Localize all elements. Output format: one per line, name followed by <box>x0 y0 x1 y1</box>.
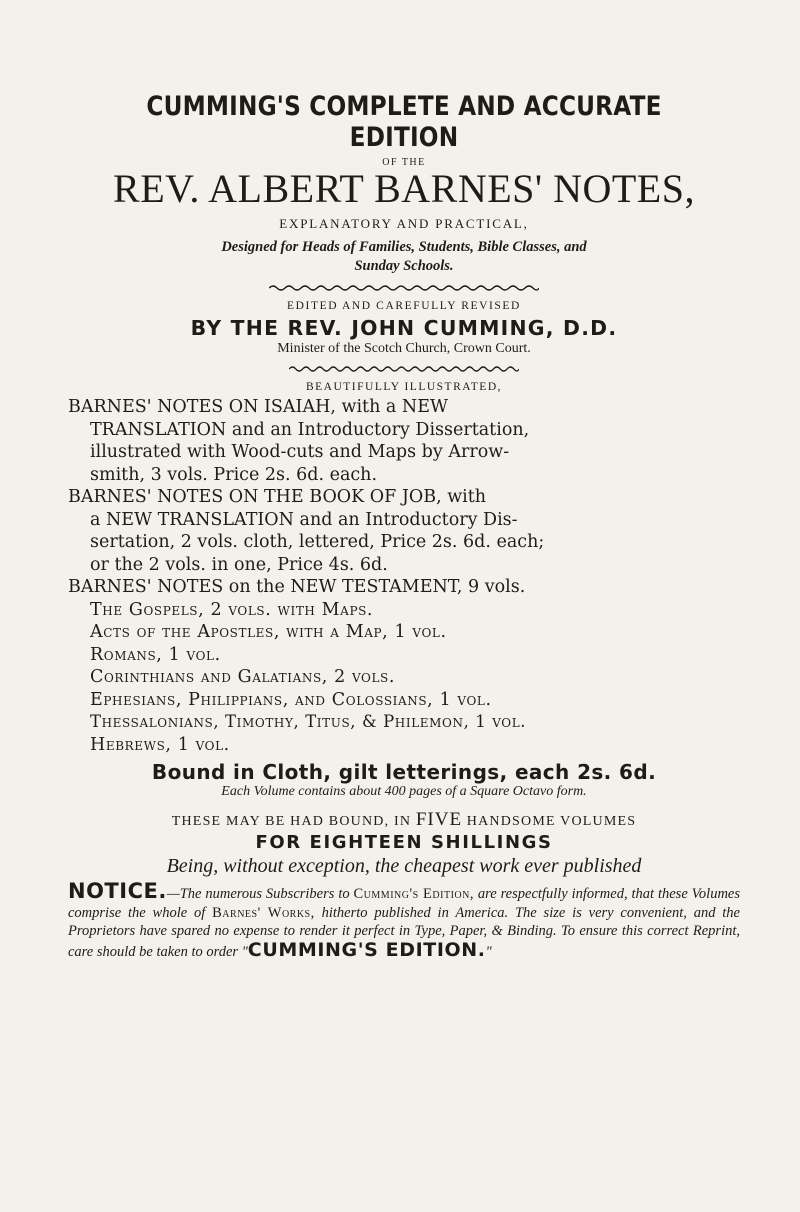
hebrews-line: Hebrews, 1 vol. <box>90 734 230 755</box>
job-line-3: sertation, 2 vols. cloth, lettered, Price 2s. 6d. each; <box>90 532 545 552</box>
ephesians-line: Ephesians, Philippians, and Colossians, 1 vol. <box>90 689 492 710</box>
new-testament-entry <box>68 576 740 756</box>
job-line-2: a NEW TRANSLATION and an Introductory Dis- <box>90 509 518 530</box>
cummings-edition-ref: Cumming's Edition, <box>353 886 474 902</box>
isaiah-line-3: illustrated with Wood-cuts and Maps by Arrow- <box>90 442 510 462</box>
isaiah-line-1: BARNES' NOTES ON ISAIAH, with a NEW <box>68 397 448 417</box>
notice-body-1: —The numerous Subscribers to <box>166 886 354 902</box>
illustrated-line: BEAUTIFULLY ILLUSTRATED, <box>305 381 503 393</box>
job-line-1: BARNES' NOTES ON THE BOOK OF JOB, with <box>68 487 487 507</box>
gospels-line: The Gospels, 2 vols. with Maps. <box>90 599 374 620</box>
acts-line: Acts of the Apostles, with a Map, 1 vol. <box>90 622 447 642</box>
job-line-4: or the 2 vols. in one, Price 4s. 6d. <box>90 554 388 575</box>
thessalonians-line: Thessalonians, Timothy, Titus, & Philemon, 1 vol. <box>90 712 527 731</box>
isaiah-line-4: smith, 3 vols. Price 2s. 6d. each. <box>90 464 378 485</box>
wavy-divider <box>269 284 539 292</box>
designed-line-1: Designed for Heads of Families, Students, Bible Classes, and <box>221 239 587 255</box>
volume-list <box>68 396 740 756</box>
bound-in-cloth: Bound in Cloth, gilt letterings, each 2s. 6d. <box>151 760 657 784</box>
minister-line: Minister of the Scotch Church, Crown Court. <box>277 341 531 356</box>
cheapest-work-line: Being, without exception, the cheapest work ever published <box>166 855 642 877</box>
editor-name: BY THE REV. JOHN CUMMING, D.D. <box>190 316 618 340</box>
five-volumes-line <box>68 809 740 831</box>
barnes-works-ref: Barnes' Works, <box>212 904 315 921</box>
five-word: FIVE <box>415 809 463 830</box>
each-volume-note: Each Volume contains about 400 pages of a Square Octavo form. <box>221 784 587 799</box>
of-the-line: OF THE <box>382 157 426 168</box>
job-entry <box>68 486 740 576</box>
romans-line: Romans, 1 vol. <box>90 644 221 665</box>
nt-line: BARNES' NOTES on the NEW TESTAMENT, 9 vols. <box>68 577 526 597</box>
corinthians-line: Corinthians and Galatians, 2 vols. <box>90 667 396 687</box>
wavy-divider-2 <box>289 365 519 373</box>
edited-line: EDITED AND CAREFULLY REVISED <box>287 300 521 312</box>
edition-title: CUMMING'S COMPLETE AND ACCURATE EDITION <box>146 91 662 153</box>
isaiah-entry <box>68 396 740 486</box>
subtitle: EXPLANATORY AND PRACTICAL, <box>279 216 529 231</box>
designed-for <box>68 238 740 276</box>
notice-end: " <box>485 943 492 960</box>
isaiah-line-2: TRANSLATION and an Introductory Dissertation, <box>90 419 530 440</box>
designed-line-2: Sunday Schools. <box>354 258 454 274</box>
notice-paragraph <box>68 879 740 961</box>
these-pre: THESE MAY BE HAD BOUND, IN <box>171 814 416 829</box>
main-heading: REV. ALBERT BARNES' NOTES, <box>113 166 695 211</box>
eighteen-shillings: FOR EIGHTEEN SHILLINGS <box>255 832 553 853</box>
notice-body-2: are respectfully informed, that these Volumes comprise the whole of <box>68 886 740 921</box>
notice-body-3: hitherto published in America. The size is very convenient, and the Proprietors have spared no expense to render it perfect in Type, Paper, & Binding. To ensure this correct Reprint, care should be taken to order " <box>68 904 740 960</box>
cummings-edition-brand: CUMMING'S EDITION. <box>247 938 486 961</box>
notice-heading: NOTICE. <box>68 879 167 903</box>
these-post: HANDSOME VOLUMES <box>462 814 637 829</box>
